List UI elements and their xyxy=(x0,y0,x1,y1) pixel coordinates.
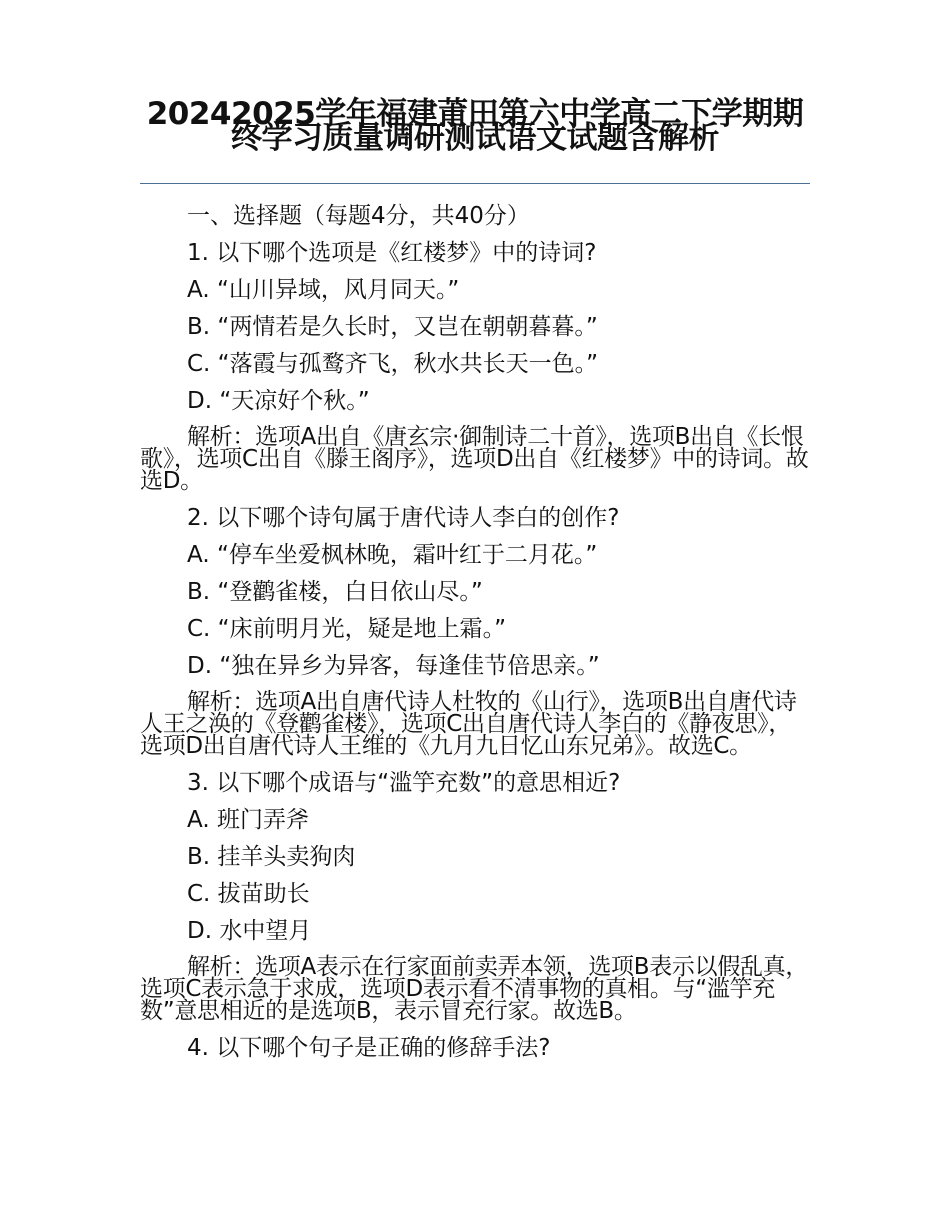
option-a: A. “山川异域，风月同天。” xyxy=(187,277,460,303)
question-stem: 3. 以下哪个成语与“滥竽充数”的意思相近? xyxy=(187,770,621,796)
title-divider xyxy=(140,183,810,184)
option-d: D. 水中望月 xyxy=(187,918,312,944)
question-4 xyxy=(140,1030,810,1067)
option-b: B. “两情若是久长时，又岂在朝朝暮暮。” xyxy=(187,314,598,340)
question-3 xyxy=(140,765,810,1030)
question-analysis: 解析：选项A表示在行家面前卖弄本领，选项B表示以假乱真，选项C表示急于求成，选项D表示看不清事物的真相。与“滥竽充数”意思相近的是选项B，表示冒充行家。故选B。 xyxy=(140,954,809,1024)
option-b: B. “登鹳雀楼，白日依山尽。” xyxy=(187,579,483,605)
question-1 xyxy=(140,235,810,500)
document-title: 20242025学年福建莆田第六中学高二下学期期终学习质量调研测试语文试题含解析 xyxy=(146,96,804,156)
option-a: A. “停车坐爱枫林晚，霜叶红于二月花。” xyxy=(187,542,598,568)
question-2 xyxy=(140,500,810,765)
option-c: C. “床前明月光，疑是地上霜。” xyxy=(187,616,507,642)
option-d: D. “天凉好个秋。” xyxy=(187,388,370,414)
document-body xyxy=(140,198,810,1067)
option-c: C. 拔苗助长 xyxy=(187,881,310,907)
option-c: C. “落霞与孤鹜齐飞，秋水共长天一色。” xyxy=(187,351,599,377)
section-heading: 一、选择题（每题4分，共40分） xyxy=(187,203,530,229)
option-a: A. 班门弄斧 xyxy=(187,807,309,833)
question-analysis: 解析：选项A出自《唐玄宗·御制诗二十首》，选项B出自《长恨歌》，选项C出自《滕王阁序》，选项D出自《红楼梦》中的诗词。故选D。 xyxy=(140,424,809,494)
option-b: B. 挂羊头卖狗肉 xyxy=(187,844,356,870)
question-analysis: 解析：选项A出自唐代诗人杜牧的《山行》，选项B出自唐代诗人王之涣的《登鹳雀楼》，选项C出自唐代诗人李白的《静夜思》，选项D出自唐代诗人王维的《九月九日忆山东兄弟》。故选C。 xyxy=(140,689,797,759)
question-stem: 4. 以下哪个句子是正确的修辞手法? xyxy=(187,1035,551,1061)
question-stem: 1. 以下哪个选项是《红楼梦》中的诗词? xyxy=(187,240,597,266)
option-d: D. “独在异乡为异客，每逢佳节倍思亲。” xyxy=(187,653,600,679)
question-stem: 2. 以下哪个诗句属于唐代诗人李白的创作? xyxy=(187,505,620,531)
